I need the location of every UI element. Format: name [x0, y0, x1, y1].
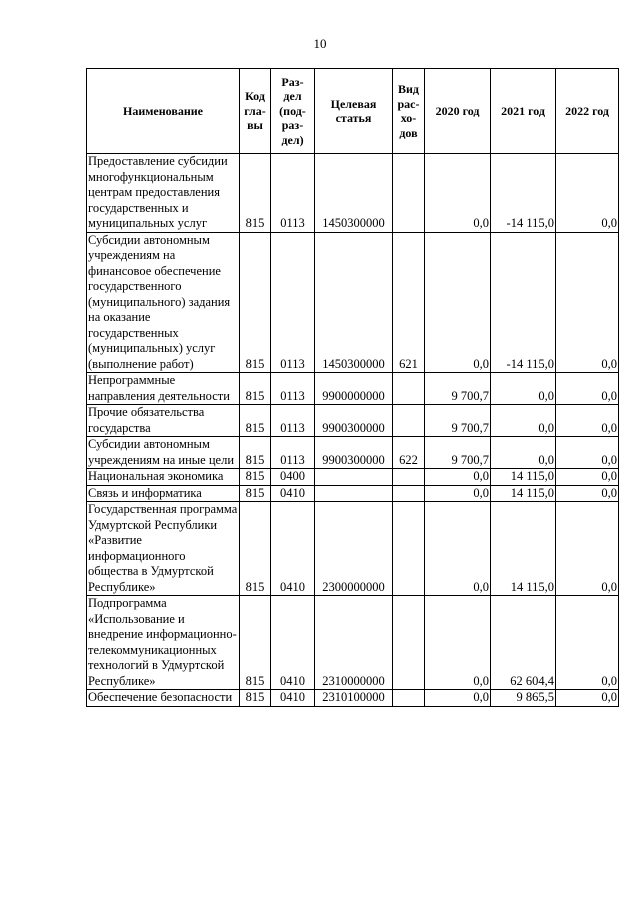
row-expense: [393, 690, 425, 707]
row-2021: -14 115,0: [491, 232, 556, 373]
row-code: 815: [240, 690, 271, 707]
header-target: Целевая статья: [315, 69, 393, 154]
row-name: Обеспечение безопасности: [87, 690, 240, 707]
row-expense: [393, 502, 425, 596]
row-2020: 0,0: [425, 690, 491, 707]
row-code: 815: [240, 596, 271, 690]
header-name: Наименование: [87, 69, 240, 154]
row-code: 815: [240, 405, 271, 437]
row-target: 2300000000: [315, 502, 393, 596]
row-name: Государственная программа Удмуртской Республики «Развитие информационного общества в Удмуртской Республике»: [87, 502, 240, 596]
row-section: 0113: [271, 373, 315, 405]
row-code: 815: [240, 437, 271, 469]
row-section: 0113: [271, 154, 315, 233]
row-section: 0410: [271, 690, 315, 707]
row-target: 2310100000: [315, 690, 393, 707]
row-section: 0113: [271, 437, 315, 469]
row-code: 815: [240, 232, 271, 373]
row-2020: 9 700,7: [425, 373, 491, 405]
row-expense: [393, 469, 425, 486]
row-code: 815: [240, 154, 271, 233]
row-section: 0410: [271, 485, 315, 502]
table-row: [87, 154, 619, 233]
row-code: 815: [240, 373, 271, 405]
row-2021: -14 115,0: [491, 154, 556, 233]
row-2020: 0,0: [425, 502, 491, 596]
row-expense: [393, 405, 425, 437]
row-target: 2310000000: [315, 596, 393, 690]
row-section: 0113: [271, 405, 315, 437]
row-expense: 622: [393, 437, 425, 469]
row-code: 815: [240, 502, 271, 596]
row-name: Субсидии автономным учреждениям на финансовое обеспечение государственного (муниципального) задания на оказание государственных (муниципальных) услуг (выполнение работ): [87, 232, 240, 373]
header-expense: Вид рас- хо- дов: [393, 69, 425, 154]
row-2020: 0,0: [425, 485, 491, 502]
row-2021: 14 115,0: [491, 502, 556, 596]
row-section: 0400: [271, 469, 315, 486]
row-2022: 0,0: [556, 596, 619, 690]
row-name: Субсидии автономным учреждениям на иные цели: [87, 437, 240, 469]
row-2022: 0,0: [556, 405, 619, 437]
page-number: 10: [313, 36, 327, 51]
row-name: Связь и информатика: [87, 485, 240, 502]
table-row: [87, 690, 619, 707]
row-2022: 0,0: [556, 485, 619, 502]
row-name: Национальная экономика: [87, 469, 240, 486]
row-2021: 0,0: [491, 405, 556, 437]
row-2021: 9 865,5: [491, 690, 556, 707]
row-2022: 0,0: [556, 502, 619, 596]
row-2022: 0,0: [556, 232, 619, 373]
row-expense: [393, 485, 425, 502]
budget-table: [86, 68, 619, 707]
table-row: [87, 232, 619, 373]
row-expense: 621: [393, 232, 425, 373]
row-code: 815: [240, 469, 271, 486]
row-section: 0410: [271, 502, 315, 596]
table-header-row: [87, 69, 619, 154]
table-row: [87, 502, 619, 596]
row-2021: 14 115,0: [491, 485, 556, 502]
row-2021: 0,0: [491, 437, 556, 469]
row-target: 1450300000: [315, 154, 393, 233]
table-row: [87, 405, 619, 437]
row-2020: 0,0: [425, 154, 491, 233]
table-row: [87, 469, 619, 486]
row-expense: [393, 154, 425, 233]
row-code: 815: [240, 485, 271, 502]
row-target: [315, 485, 393, 502]
row-expense: [393, 373, 425, 405]
row-section: 0113: [271, 232, 315, 373]
row-name: Предоставление субсидии многофункциональным центрам предоставления государственных и муниципальных услуг: [87, 154, 240, 233]
header-code: Код гла- вы: [240, 69, 271, 154]
table-row: [87, 373, 619, 405]
row-name: Непрограммные направления деятельности: [87, 373, 240, 405]
row-target: 9900000000: [315, 373, 393, 405]
row-2020: 9 700,7: [425, 405, 491, 437]
header-2020: 2020 год: [425, 69, 491, 154]
row-2022: 0,0: [556, 690, 619, 707]
row-2022: 0,0: [556, 154, 619, 233]
row-2020: 0,0: [425, 232, 491, 373]
header-2022: 2022 год: [556, 69, 619, 154]
table-row: [87, 596, 619, 690]
row-2021: 14 115,0: [491, 469, 556, 486]
table-row: [87, 485, 619, 502]
row-target: [315, 469, 393, 486]
row-2022: 0,0: [556, 373, 619, 405]
row-2020: 0,0: [425, 596, 491, 690]
row-target: 9900300000: [315, 437, 393, 469]
table-row: [87, 437, 619, 469]
row-expense: [393, 596, 425, 690]
row-target: 9900300000: [315, 405, 393, 437]
header-section: Раз- дел (под- раз- дел): [271, 69, 315, 154]
row-name: Подпрограмма «Использование и внедрение информационно-телекоммуникационных технологий в Удмуртской Республике»: [87, 596, 240, 690]
row-2022: 0,0: [556, 437, 619, 469]
row-name: Прочие обязательства государства: [87, 405, 240, 437]
row-target: 1450300000: [315, 232, 393, 373]
row-2021: 0,0: [491, 373, 556, 405]
header-2021: 2021 год: [491, 69, 556, 154]
row-2022: 0,0: [556, 469, 619, 486]
row-2020: 0,0: [425, 469, 491, 486]
row-2021: 62 604,4: [491, 596, 556, 690]
row-2020: 9 700,7: [425, 437, 491, 469]
row-section: 0410: [271, 596, 315, 690]
